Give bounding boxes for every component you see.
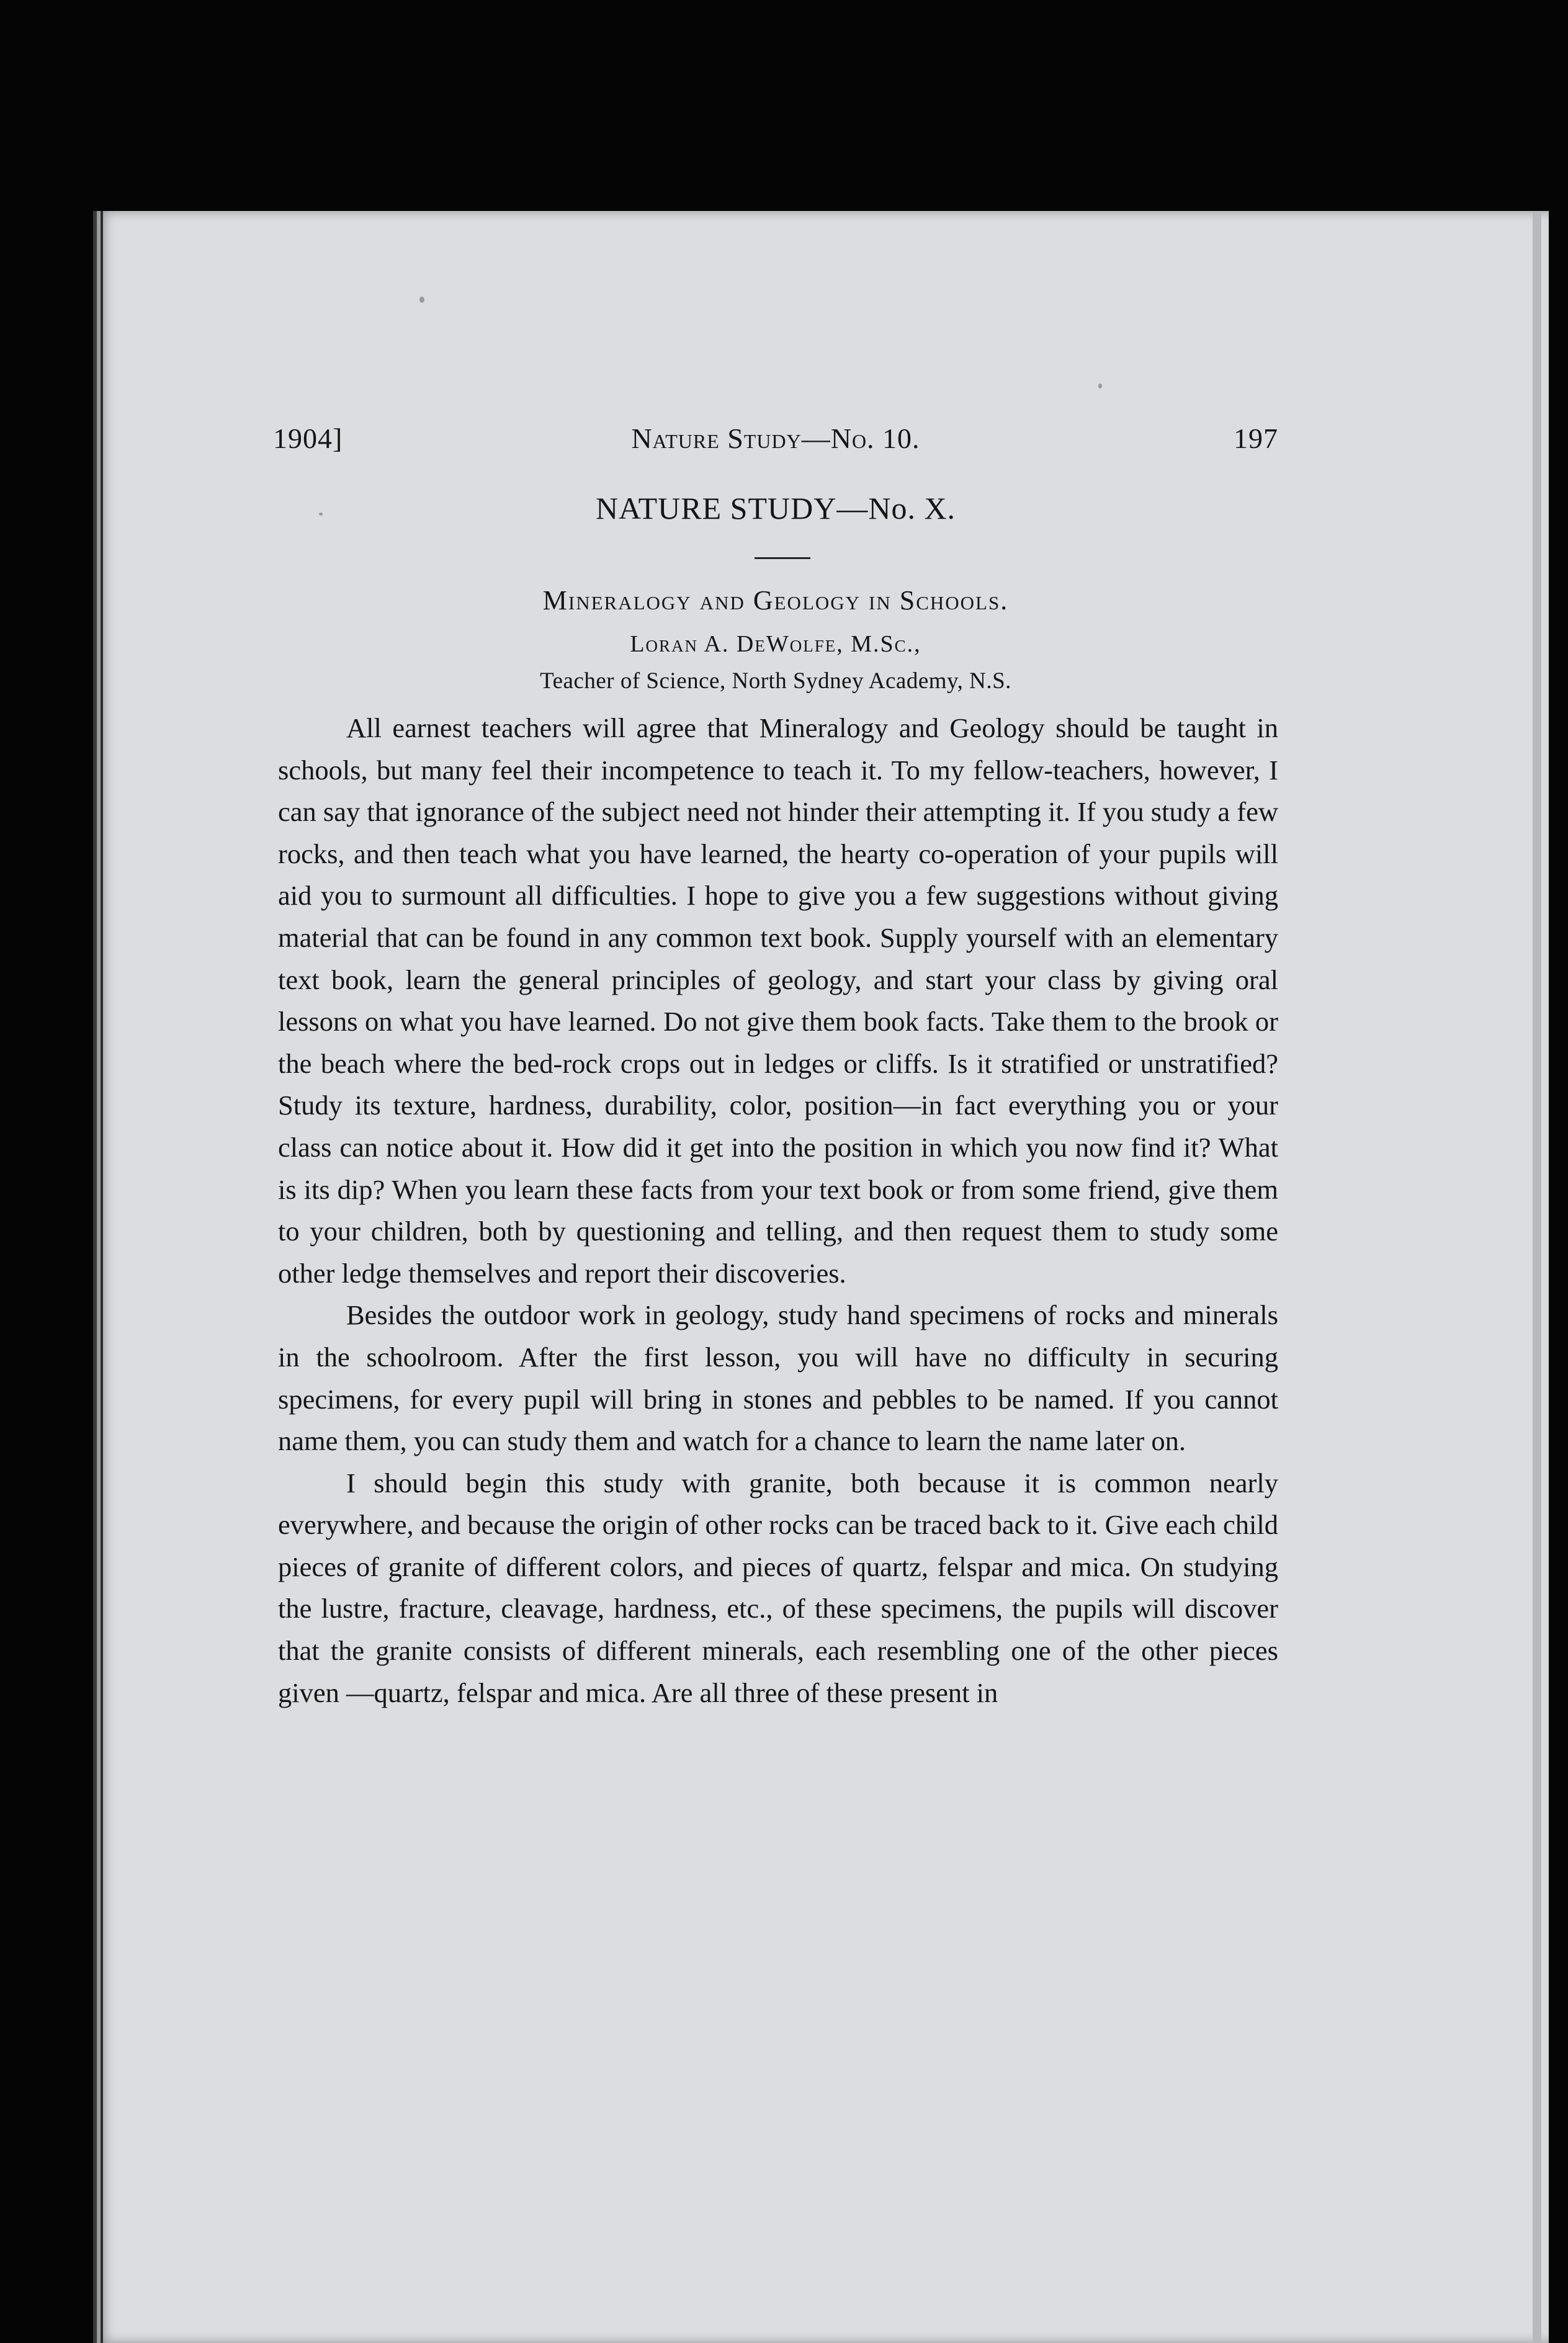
body-paragraph: Besides the outdoor work in geology, study hand specimens of rocks and minerals in the schoolroom. After the first lesson, you will have no difficulty in securing specimens, for every pupil will bring in stones and pebbles to be named. If you cannot name them, you can study them and watch for a chance to learn the name later on. [278, 1299, 1278, 1457]
article-body [278, 707, 1278, 1714]
page-edge [1533, 211, 1541, 2343]
dust-speck [419, 297, 424, 303]
running-head-title: Nature Study—No. 10. [631, 423, 920, 454]
article-author: Loran A. DeWolfe, M.Sc., [630, 631, 921, 657]
running-head-year: 1904] [273, 423, 343, 454]
body-paragraph: All earnest teachers will agree that Mineralogy and Geology should be taught in schools, but many feel their incompetence to teach it. To my fellow-teachers, however, I can say that ignorance of the subject need not hinder their attempting it. If you study a few rocks, and then teach what you have learned, the hearty co-operation of your pupils will aid you to surmount all difficulties. I hope to give you a few suggestions without giving material that can be found in any common text book. Supply yourself with an elementary text book, learn the general principles of geology, and start your class by giving oral lessons on what you have learned. Do not give them book facts. Take them to the brook or the beach where the bed-rock crops out in ledges or cliffs. Is it stratified or unstratified? Study its texture, hardness, durability, color, position—in fact everything you or your class can notice about it. How did it get into the position in which you now find it? What is its dip? When you learn these facts from your text book or from some friend, give them to your children, both by questioning and telling, and then request them to study some other ledge themselves and report their discoveries. [278, 712, 1278, 1289]
running-head [273, 422, 1278, 459]
author-affiliation: Teacher of Science, North Sydney Academy, N.S. [540, 668, 1011, 694]
article-title: NATURE STUDY—No. X. [595, 491, 956, 526]
title-divider [755, 557, 810, 559]
dust-speck [1098, 383, 1102, 388]
body-paragraph: I should begin this study with granite, both because it is common nearly everywhere, and because the origin of other rocks can be traced back to it. Give each child pieces of granite of different colors, and pieces of quartz, felspar and mica. On studying the lustre, fracture, cleavage, hardness, etc., of these specimens, the pupils will discover that the granite consists of different minerals, each resembling one of the other pieces given —quartz, felspar and mica. Are all three of these present in [278, 1467, 1278, 1708]
binding-rule [101, 211, 103, 2343]
article-subtitle: Mineralogy and Geology in Schools. [542, 585, 1009, 616]
page-number: 197 [1234, 423, 1278, 454]
